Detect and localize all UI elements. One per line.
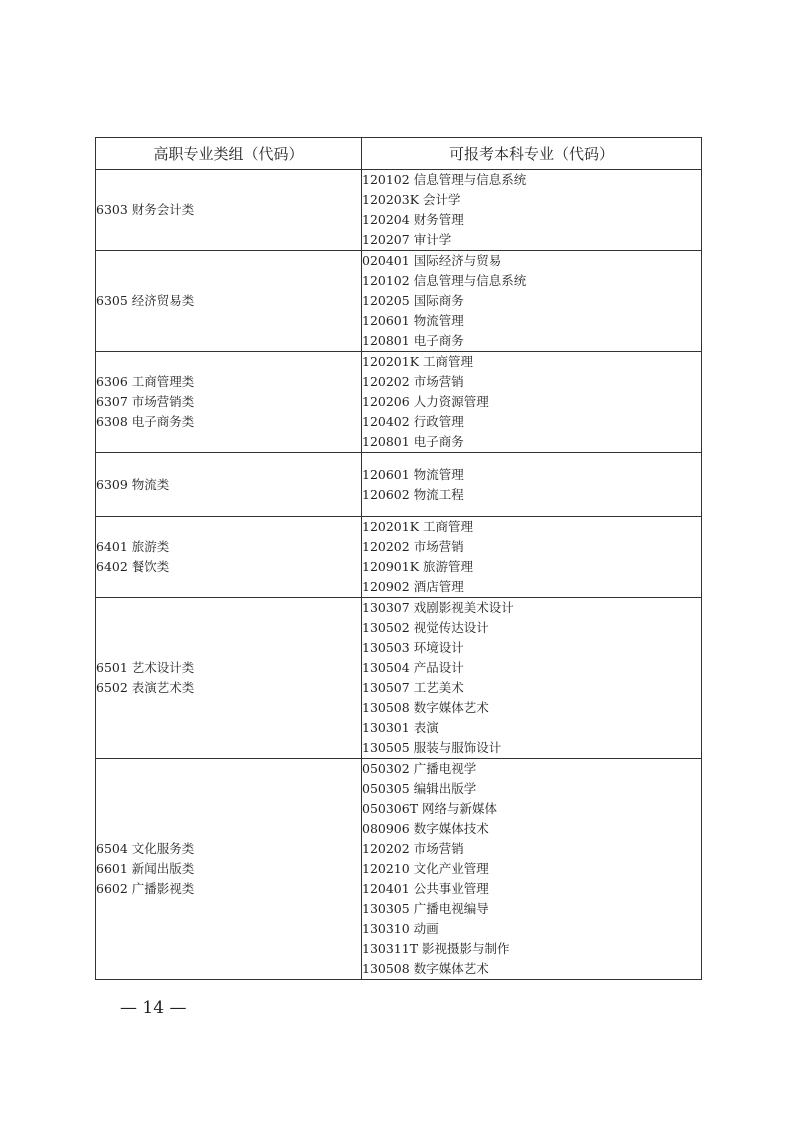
vocational-group-item: 6602 广播影视类 (96, 881, 195, 896)
undergraduate-major-item: 120601 物流管理 (362, 466, 464, 482)
header-vocational-group: 高职专业类组（代码） (96, 138, 362, 170)
table-row (96, 170, 702, 251)
vocational-group-item: 6303 财务会计类 (96, 202, 195, 217)
vocational-group-item: 6309 物流类 (96, 476, 170, 492)
undergraduate-major-item: 080906 数字媒体技术 (362, 821, 489, 836)
vocational-group-item: 6308 电子商务类 (96, 414, 195, 429)
undergraduate-major-item: 050302 广播电视学 (362, 761, 477, 776)
table-row (96, 251, 702, 352)
undergraduate-major-item: 120202 市场营销 (362, 539, 464, 554)
undergraduate-major-item: 120201K 工商管理 (362, 354, 474, 369)
undergraduate-major-cell (362, 453, 702, 517)
undergraduate-major-cell (362, 759, 702, 980)
table-row (96, 517, 702, 598)
major-mapping-table (95, 137, 702, 980)
vocational-group-item: 6401 旅游类 (96, 539, 170, 554)
undergraduate-major-item: 120901K 旅游管理 (362, 559, 474, 574)
undergraduate-major-item: 120210 文化产业管理 (362, 861, 489, 876)
table-row (96, 759, 702, 980)
page-number: — 14 — (120, 998, 187, 1018)
vocational-group-cell (96, 759, 362, 980)
vocational-group-cell (96, 170, 362, 251)
undergraduate-major-item: 130504 产品设计 (362, 660, 464, 675)
header-undergraduate-major: 可报考本科专业（代码） (362, 138, 702, 170)
vocational-group-item: 6306 工商管理类 (96, 374, 195, 389)
vocational-group-cell (96, 352, 362, 453)
undergraduate-major-item: 130311T 影视摄影与制作 (362, 941, 510, 956)
vocational-group-item: 6504 文化服务类 (96, 841, 195, 856)
undergraduate-major-item: 130508 数字媒体艺术 (362, 700, 489, 715)
undergraduate-major-item: 130307 戏剧影视美术设计 (362, 600, 514, 615)
undergraduate-major-item: 120207 审计学 (362, 232, 452, 247)
undergraduate-major-item: 120902 酒店管理 (362, 579, 464, 594)
table-body (96, 170, 702, 980)
vocational-group-item: 6601 新闻出版类 (96, 861, 195, 876)
undergraduate-major-item: 130502 视觉传达设计 (362, 620, 489, 635)
undergraduate-major-item: 120202 市场营销 (362, 841, 464, 856)
undergraduate-major-cell (362, 251, 702, 352)
undergraduate-major-item: 120801 电子商务 (362, 434, 464, 449)
undergraduate-major-cell (362, 352, 702, 453)
undergraduate-major-item: 130301 表演 (362, 720, 439, 735)
undergraduate-major-item: 050305 编辑出版学 (362, 781, 477, 796)
vocational-group-item: 6305 经济贸易类 (96, 293, 195, 308)
vocational-group-item: 6402 餐饮类 (96, 559, 170, 574)
vocational-group-cell (96, 517, 362, 598)
undergraduate-major-item: 120102 信息管理与信息系统 (362, 172, 527, 187)
undergraduate-major-item: 120206 人力资源管理 (362, 394, 489, 409)
undergraduate-major-item: 120204 财务管理 (362, 212, 464, 227)
vocational-group-cell (96, 598, 362, 759)
undergraduate-major-item: 120401 公共事业管理 (362, 881, 489, 896)
undergraduate-major-item: 130507 工艺美术 (362, 680, 464, 695)
undergraduate-major-cell (362, 517, 702, 598)
vocational-group-cell (96, 453, 362, 517)
table-row (96, 352, 702, 453)
vocational-group-item: 6502 表演艺术类 (96, 680, 195, 695)
vocational-group-item: 6501 艺术设计类 (96, 660, 195, 675)
undergraduate-major-item: 120201K 工商管理 (362, 519, 474, 534)
vocational-group-cell (96, 251, 362, 352)
table-row (96, 453, 702, 517)
undergraduate-major-item: 130503 环境设计 (362, 640, 464, 655)
undergraduate-major-item: 120602 物流工程 (362, 486, 464, 502)
undergraduate-major-item: 050306T 网络与新媒体 (362, 801, 498, 816)
undergraduate-major-cell (362, 598, 702, 759)
undergraduate-major-item: 120102 信息管理与信息系统 (362, 273, 527, 288)
table-row (96, 598, 702, 759)
undergraduate-major-item: 130505 服装与服饰设计 (362, 740, 502, 755)
table-header-row (96, 138, 702, 170)
undergraduate-major-item: 120402 行政管理 (362, 414, 464, 429)
vocational-group-item: 6307 市场营销类 (96, 394, 195, 409)
undergraduate-major-item: 120202 市场营销 (362, 374, 464, 389)
undergraduate-major-item: 120205 国际商务 (362, 293, 464, 308)
undergraduate-major-item: 130305 广播电视编导 (362, 901, 489, 916)
undergraduate-major-item: 020401 国际经济与贸易 (362, 253, 502, 268)
undergraduate-major-item: 120601 物流管理 (362, 313, 464, 328)
undergraduate-major-item: 130310 动画 (362, 921, 439, 936)
undergraduate-major-cell (362, 170, 702, 251)
undergraduate-major-item: 130508 数字媒体艺术 (362, 961, 489, 976)
undergraduate-major-item: 120203K 会计学 (362, 192, 461, 207)
undergraduate-major-item: 120801 电子商务 (362, 333, 464, 348)
